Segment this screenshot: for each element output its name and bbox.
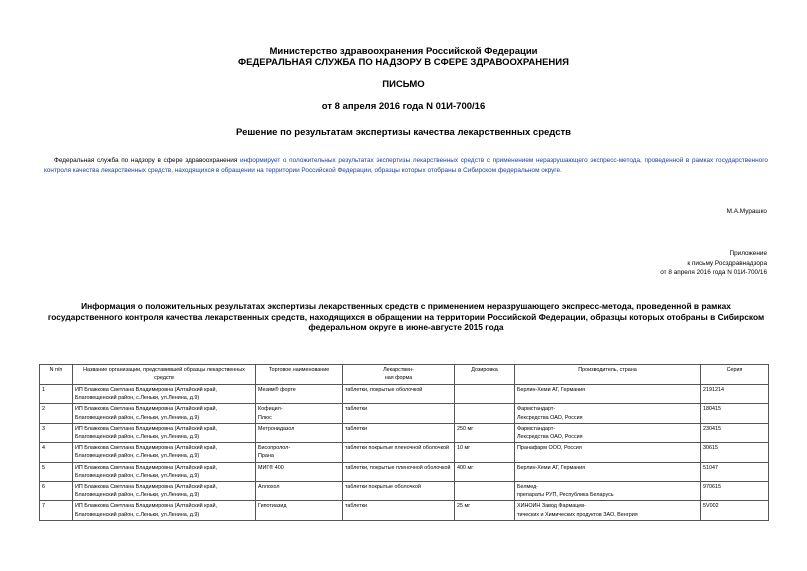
ministry-title: Министерство здравоохранения Российской Федерации (269, 46, 538, 57)
col-series-cell: 51047 (701, 462, 769, 481)
table-row (40, 385, 769, 404)
col-trade-name-cell: Гипотиазид (256, 501, 343, 520)
col-trade-name-header: Торговое наименование (256, 365, 343, 385)
col-series-cell: 180415 (701, 404, 769, 423)
table-row (40, 423, 769, 442)
table-row (40, 443, 769, 462)
col-dosage-form-cell: таблетки (343, 423, 455, 442)
results-table (39, 364, 769, 521)
col-dosage-header: Дозировка (455, 365, 515, 385)
col-series-cell: 230415 (701, 423, 769, 442)
col-dosage-form-cell: таблетки покрытые пленочной оболочкой (343, 443, 455, 462)
col-trade-name-cell: Мезим® форте (256, 385, 343, 404)
col-dosage-form-cell: таблетки (343, 404, 455, 423)
col-number-cell: 2 (40, 404, 73, 423)
col-series-cell: 970615 (701, 482, 769, 501)
col-dosage-cell: 250 мг (455, 423, 515, 442)
col-manufacturer-cell: Белмед- препараты РУП, Республика Беларусь (515, 482, 701, 501)
col-manufacturer-cell: Берлин-Хеми АГ, Германия (515, 462, 701, 481)
info-title: Информация о положительных результатах экспертизы лекарственных средств с применением неразрушающего экспресс-метода, проведенной в рамках государственного контроля качества лекарственных средств, находящихся в обращении на территории Российской Федерации, образцы которых отобраны в Сибирском федеральном округе в июне-августе 2015 года (47, 301, 765, 332)
col-dosage-cell: 25 мг (455, 501, 515, 520)
col-number-cell: 3 (40, 423, 73, 442)
document-date: от 8 апреля 2016 года N 01И-700/16 (321, 101, 486, 112)
intro-link[interactable]: информирует о положительных результатах экспертизы лекарственных средств с применением неразрушающего экспресс-метода, проведенной в рамках государственного контроля качества лекарственных средств, находящихся в обращении на территории Российской Федерации, образцы которых отобраны в Сибирском федеральном округе. (44, 157, 768, 174)
appendix-line3: от 8 апреля 2016 года N 01И-700/16 (660, 269, 767, 276)
col-trade-name-cell: Бисопролол- Прана (256, 443, 343, 462)
col-dosage-cell (455, 404, 515, 423)
service-title: ФЕДЕРАЛЬНАЯ СЛУЖБА ПО НАДЗОРУ В СФЕРЕ ЗДРАВООХРАНЕНИЯ (238, 57, 569, 68)
col-manufacturer-header: Производитель, страна (515, 365, 701, 385)
col-organization-header: Название организации, представившей образцы лекарственных средств (73, 365, 256, 385)
col-manufacturer-cell: Фармстандарт- Лексредства ОАО, Россия (515, 423, 701, 442)
col-organization-cell: ИП Блажкова Светлана Владимировна (Алтайский край, Благовещенский район, с.Леньки, ул.Ленина, д.9) (73, 443, 256, 462)
col-dosage-cell (455, 482, 515, 501)
col-trade-name-cell: Аллохол (256, 482, 343, 501)
col-trade-name-cell: МИГ® 400 (256, 462, 343, 481)
appendix-line2: к письму Росздравнадзора (687, 259, 767, 267)
intro-paragraph (44, 156, 768, 176)
col-number-cell: 1 (40, 385, 73, 404)
col-series-cell: 5V002 (701, 501, 769, 520)
col-series-header: Серия (701, 365, 769, 385)
col-organization-cell: ИП Блажкова Светлана Владимировна (Алтайский край, Благовещенский район, с.Леньки, ул.Ленина, д.9) (73, 385, 256, 404)
col-dosage-cell: 10 мг (455, 443, 515, 462)
col-organization-cell: ИП Блажкова Светлана Владимировна (Алтайский край, Благовещенский район, с.Леньки, ул.Ленина, д.9) (73, 501, 256, 520)
col-organization-cell: ИП Блажкова Светлана Владимировна (Алтайский край, Благовещенский район, с.Леньки, ул.Ленина, д.9) (73, 462, 256, 481)
table-body (40, 385, 769, 521)
col-trade-name-cell: Кофицил- Плюс (256, 404, 343, 423)
col-dosage-form-cell: таблетки (343, 501, 455, 520)
col-dosage-form-header: Лекарствен- ная форма (343, 365, 455, 385)
col-series-cell: 2191214 (701, 385, 769, 404)
appendix-note (660, 249, 767, 278)
col-dosage-form-cell: таблетки, покрытые оболочкой (343, 385, 455, 404)
table-row (40, 482, 769, 501)
col-dosage-cell (455, 385, 515, 404)
table-row (40, 501, 769, 520)
signature: М.А.Мурашко (726, 208, 767, 215)
col-dosage-cell: 400 мг (455, 462, 515, 481)
col-manufacturer-cell: Фармстандарт- Лексредства ОАО, Россия (515, 404, 701, 423)
col-number-header: N п/п (40, 365, 73, 385)
col-series-cell: 30615 (701, 443, 769, 462)
col-organization-cell: ИП Блажкова Светлана Владимировна (Алтайский край, Благовещенский район, с.Леньки, ул.Ленина, д.9) (73, 404, 256, 423)
col-dosage-form-cell: таблетки покрытые оболочкой (343, 482, 455, 501)
intro-lead: Федеральная служба по надзору в сфере здравоохранения (54, 157, 240, 164)
col-manufacturer-cell: Пранафарм ООО, Россия (515, 443, 701, 462)
table-row (40, 462, 769, 481)
col-organization-cell: ИП Блажкова Светлана Владимировна (Алтайский край, Благовещенский район, с.Леньки, ул.Ленина, д.9) (73, 423, 256, 442)
document-type: ПИСЬМО (382, 79, 425, 90)
col-organization-cell: ИП Блажкова Светлана Владимировна (Алтайский край, Благовещенский район, с.Леньки, ул.Ленина, д.9) (73, 482, 256, 501)
col-manufacturer-cell: ХИНОИН Завод Фармацев- тических и Химических продуктов ЗАО, Венгрия (515, 501, 701, 520)
col-number-cell: 7 (40, 501, 73, 520)
col-number-cell: 4 (40, 443, 73, 462)
table-row (40, 404, 769, 423)
col-number-cell: 6 (40, 482, 73, 501)
document-subject: Решение по результатам экспертизы качества лекарственных средств (236, 127, 571, 138)
appendix-line1: Приложение (729, 250, 767, 257)
col-dosage-form-cell: таблетки, покрытые пленочной оболочкой (343, 462, 455, 481)
col-trade-name-cell: Метронидазол (256, 423, 343, 442)
col-manufacturer-cell: Берлин-Хеми АГ, Германия (515, 385, 701, 404)
col-number-cell: 5 (40, 462, 73, 481)
table-header-row (40, 365, 769, 385)
